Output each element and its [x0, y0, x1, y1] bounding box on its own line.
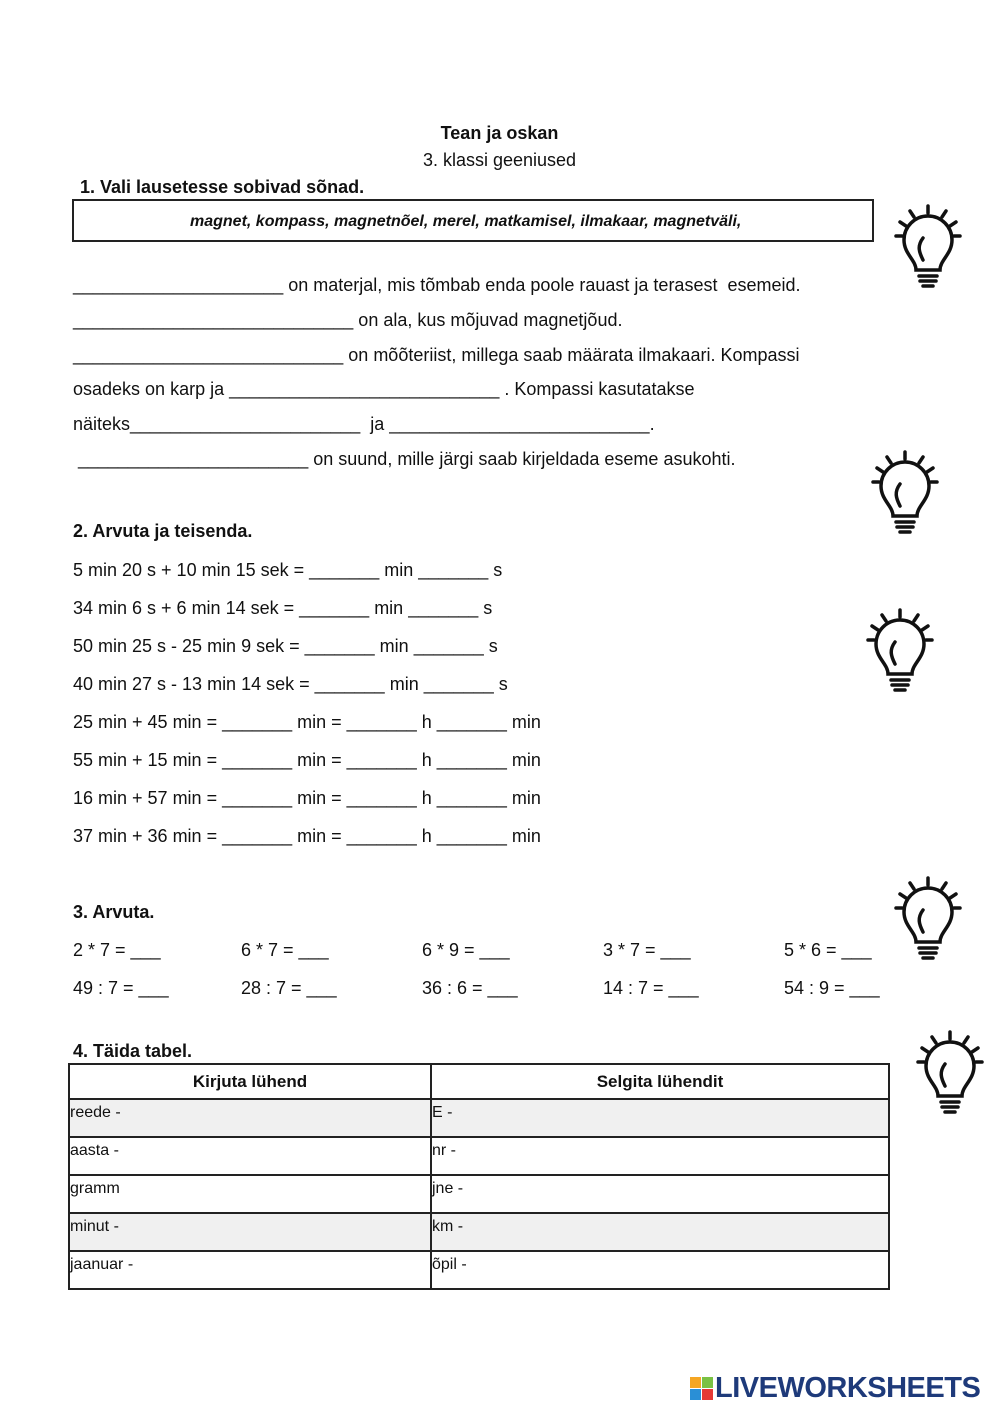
section1-heading: 1. Vali lausetesse sobivad sõnad. [80, 177, 365, 197]
lightbulb-icon [869, 450, 941, 534]
table-row [69, 1213, 889, 1251]
word-bank-text: magnet, kompass, magnetnõel, merel, matkamisel, ilmakaar, magnetväli, [190, 213, 742, 230]
table-cell[interactable]: nr - [431, 1137, 889, 1175]
table-row [69, 1175, 889, 1213]
table-cell[interactable]: reede - [69, 1099, 431, 1137]
abbreviation-table [68, 1063, 890, 1290]
table-row [69, 1099, 889, 1137]
section2-heading: 2. Arvuta ja teisenda. [73, 521, 253, 541]
math-line[interactable]: 16 min + 57 min = _______ min = _______ h _______ min [73, 788, 541, 808]
table-cell[interactable]: õpil - [431, 1251, 889, 1289]
lightbulb-icon [892, 204, 964, 288]
table-cell[interactable]: km - [431, 1213, 889, 1251]
arith-item[interactable]: 6 * 7 = ___ [241, 940, 329, 960]
logo-tiles [690, 1377, 713, 1400]
math-line[interactable]: 37 min + 36 min = _______ min = _______ h _______ min [73, 826, 541, 846]
table-cell[interactable]: E - [431, 1099, 889, 1137]
math-line[interactable]: 5 min 20 s + 10 min 15 sek = _______ min _______ s [73, 560, 503, 580]
math-line[interactable]: 34 min 6 s + 6 min 14 sek = _______ min _______ s [73, 598, 493, 618]
table-cell[interactable]: aasta - [69, 1137, 431, 1175]
logo-text: LIVEWORKSHEETS [715, 1372, 981, 1404]
lightbulb-icon [864, 608, 936, 692]
table-cell[interactable]: gramm [69, 1175, 431, 1213]
word-bank [72, 199, 874, 242]
arith-item[interactable]: 54 : 9 = ___ [784, 978, 880, 998]
page-title: Tean ja oskan [440, 123, 559, 143]
fill-line[interactable]: ___________________________ on mõõteriist, millega saab määrata ilmakaari. Kompassi [73, 345, 800, 365]
table-row [69, 1137, 889, 1175]
arith-item[interactable]: 3 * 7 = ___ [603, 940, 691, 960]
fill-line[interactable]: _______________________ on suund, mille järgi saab kirjeldada eseme asukohti. [73, 449, 736, 469]
fill-line[interactable]: osadeks on karp ja ___________________________ . Kompassi kasutatakse [73, 379, 695, 399]
table-cell[interactable]: minut - [69, 1213, 431, 1251]
arith-item[interactable]: 36 : 6 = ___ [422, 978, 518, 998]
arith-item[interactable]: 5 * 6 = ___ [784, 940, 872, 960]
liveworksheets-logo [690, 1372, 980, 1405]
page-subtitle: 3. klassi geeniused [422, 150, 577, 170]
column-header: Selgita lühendit [431, 1064, 889, 1099]
math-line[interactable]: 40 min 27 s - 13 min 14 sek = _______ min _______ s [73, 674, 508, 694]
fill-line[interactable]: ____________________________ on ala, kus mõjuvad magnetjõud. [73, 310, 623, 330]
math-line[interactable]: 55 min + 15 min = _______ min = _______ h _______ min [73, 750, 541, 770]
lightbulb-icon [892, 876, 964, 960]
arith-item[interactable]: 49 : 7 = ___ [73, 978, 169, 998]
arith-item[interactable]: 2 * 7 = ___ [73, 940, 161, 960]
table-header-row [69, 1064, 889, 1099]
table-cell[interactable]: jne - [431, 1175, 889, 1213]
table-cell[interactable]: jaanuar - [69, 1251, 431, 1289]
section4-heading: 4. Täida tabel. [73, 1041, 193, 1061]
lightbulb-icon [914, 1030, 986, 1114]
math-line[interactable]: 25 min + 45 min = _______ min = _______ h _______ min [73, 712, 541, 732]
table-row [69, 1251, 889, 1289]
fill-line[interactable]: näiteks_______________________ ja __________________________. [73, 414, 655, 434]
arith-item[interactable]: 14 : 7 = ___ [603, 978, 699, 998]
fill-line[interactable]: _____________________ on materjal, mis tõmbab enda poole rauast ja terasest esemeid. [73, 275, 801, 295]
math-line[interactable]: 50 min 25 s - 25 min 9 sek = _______ min _______ s [73, 636, 498, 656]
arith-item[interactable]: 6 * 9 = ___ [422, 940, 510, 960]
arith-item[interactable]: 28 : 7 = ___ [241, 978, 337, 998]
column-header: Kirjuta lühend [69, 1064, 431, 1099]
section3-heading: 3. Arvuta. [73, 902, 155, 922]
